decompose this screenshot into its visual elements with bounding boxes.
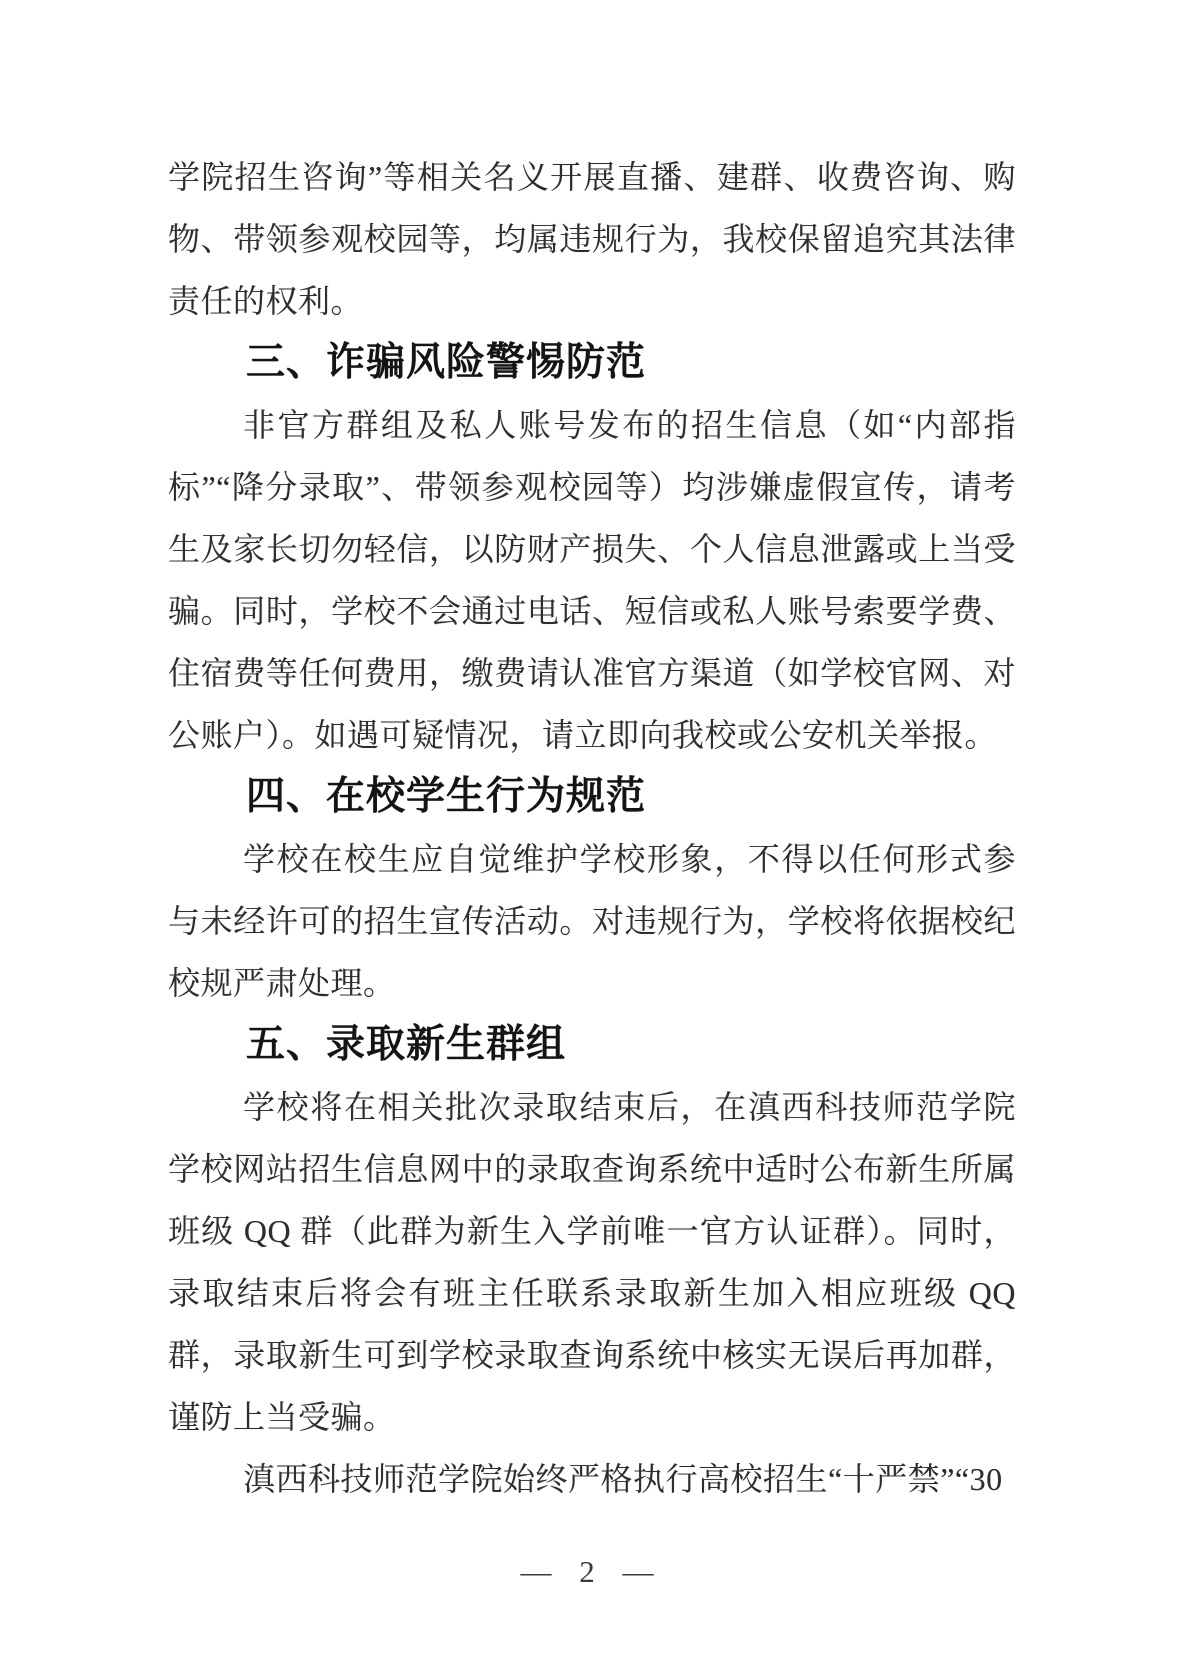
paragraph: 学校在校生应自觉维护学校形象，不得以任何形式参与未经许可的招生宣传活动。对违规行为，学校将依据校纪校规严肃处理。 bbox=[168, 841, 1016, 1001]
document-body bbox=[168, 146, 1016, 1510]
section-heading: 三、诈骗风险警惕防范 bbox=[246, 341, 647, 384]
paragraph: 学校将在相关批次录取结束后，在滇西科技师范学院学校网站招生信息网中的录取查询系统中适时公布新生所属班级 QQ 群（此群为新生入学前唯一官方认证群）。同时，录取结束后将会有班主任联系录取新生加入相应班级 QQ 群，录取新生可到学校录取查询系统中核实无误后再加群，谨防上当受骗。 bbox=[168, 1089, 1016, 1435]
paragraph: 非官方群组及私人账号发布的招生信息（如“内部指标”“降分录取”、带领参观校园等）均涉嫌虚假宣传，请考生及家长切勿轻信，以防财产损失、个人信息泄露或上当受骗。同时，学校不会通过电话、短信或私人账号索要学费、住宿费等任何费用，缴费请认准官方渠道（如学校官网、对公账户）。如遇可疑情况，请立即向我校或公安机关举报。 bbox=[168, 407, 1016, 753]
page-footer bbox=[0, 1541, 1184, 1603]
paragraph: 学院招生咨询”等相关名义开展直播、建群、收费咨询、购物、带领参观校园等，均属违规行为，我校保留追究其法律责任的权利。 bbox=[168, 159, 1016, 319]
page-number: — 2 — bbox=[520, 1554, 664, 1589]
paragraph: 滇西科技师范学院始终严格执行高校招生“十严禁”“30 bbox=[243, 1461, 1003, 1497]
section-heading: 四、在校学生行为规范 bbox=[246, 775, 647, 818]
section-heading: 五、录取新生群组 bbox=[246, 1023, 567, 1066]
